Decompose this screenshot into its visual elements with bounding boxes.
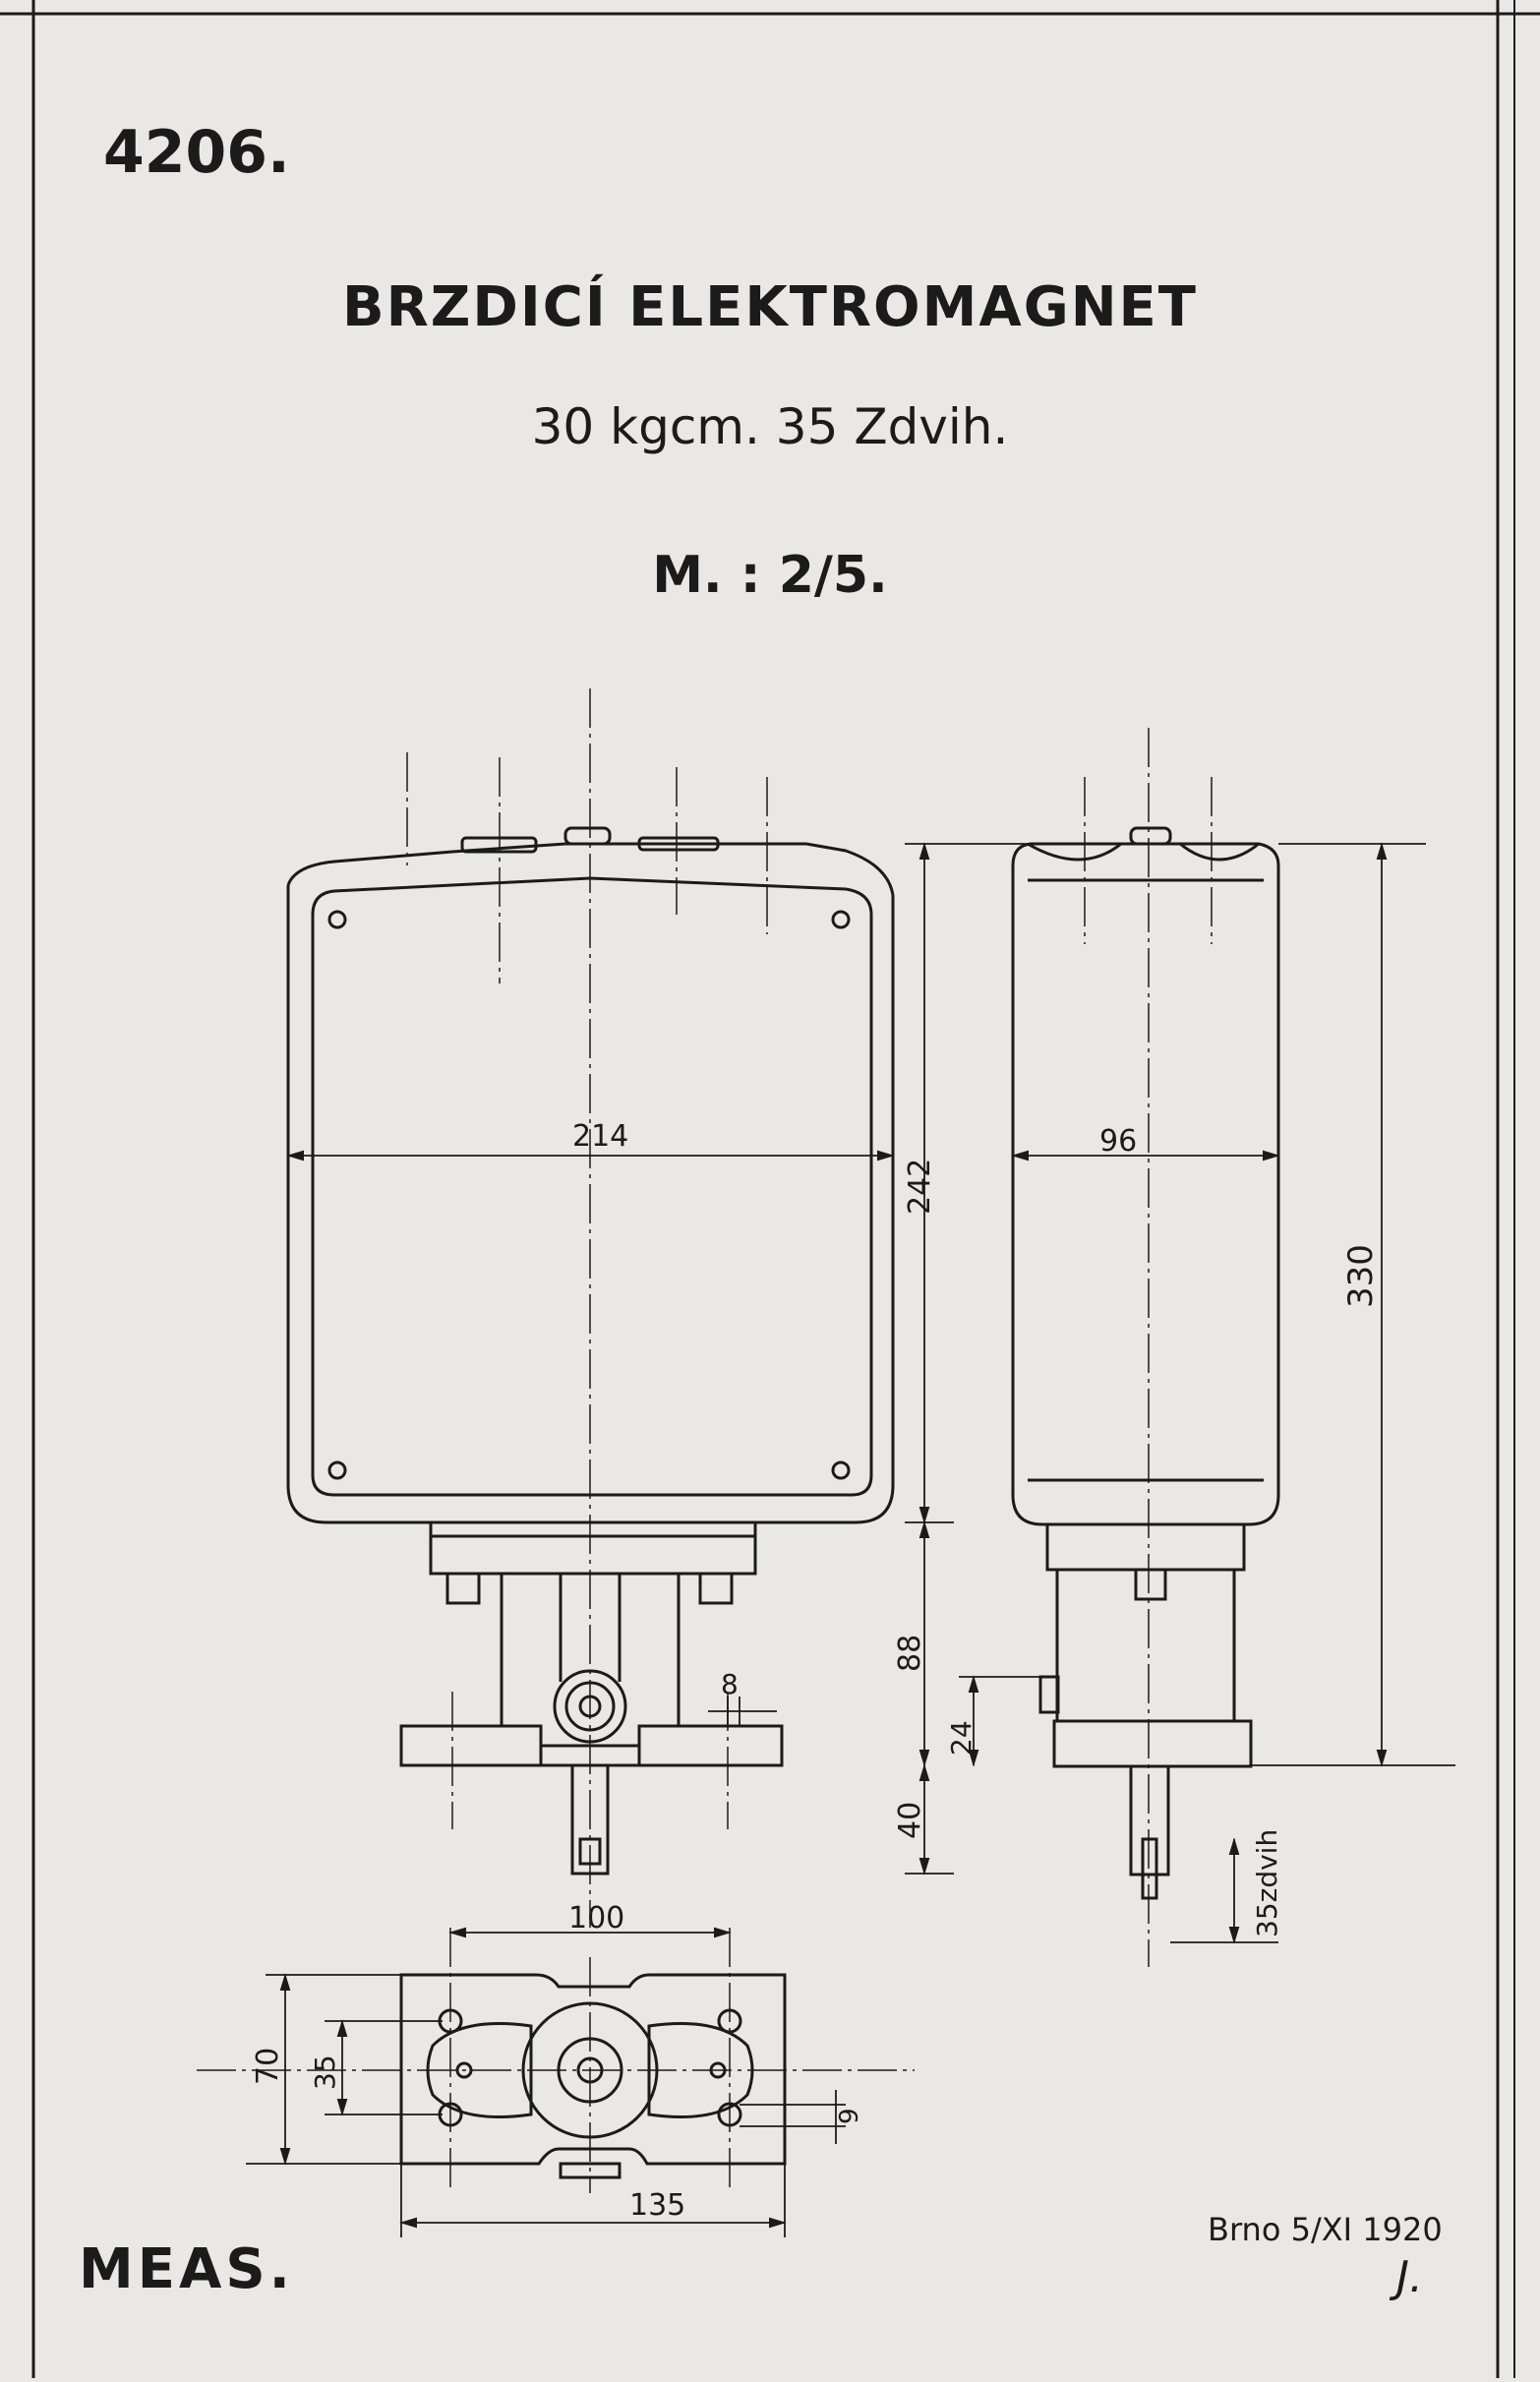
dim-lug-height: 24 bbox=[945, 1720, 977, 1756]
drawing-subtitle: 30 kgcm. 35 Zdvih. bbox=[531, 398, 1009, 455]
drawing-scale: M. : 2/5. bbox=[652, 546, 888, 605]
place-date: Brno 5/XI 1920 bbox=[1208, 2211, 1443, 2248]
dimension-labels bbox=[251, 1119, 1381, 2223]
document-number: 4206. bbox=[103, 118, 290, 187]
dim-plan-base-width: 135 bbox=[629, 2188, 686, 2223]
bottom-label: MEAS. bbox=[79, 2237, 294, 2301]
dim-plan-hole-spacing: 100 bbox=[568, 1901, 625, 1935]
side-view bbox=[1013, 828, 1278, 1898]
plan-view bbox=[401, 1975, 785, 2177]
dim-front-width: 214 bbox=[572, 1119, 629, 1154]
side-centerlines bbox=[1085, 728, 1212, 1967]
signature: J. bbox=[1396, 2252, 1423, 2302]
drawing-title: BRZDICÍ ELEKTROMAGNET bbox=[341, 275, 1199, 339]
dim-plunger-ext: 40 bbox=[893, 1801, 927, 1839]
plan-centerlines bbox=[197, 1928, 915, 2193]
dim-base-height: 88 bbox=[893, 1634, 927, 1672]
dim-side-width: 96 bbox=[1099, 1124, 1138, 1159]
dim-plan-depth: 70 bbox=[251, 2047, 285, 2085]
dim-plan-hole-dia: 9 bbox=[835, 2108, 864, 2124]
dim-slot-width: 8 bbox=[721, 1668, 739, 1700]
dim-total-height: 330 bbox=[1341, 1244, 1381, 1308]
dim-stroke: 35zdvih bbox=[1251, 1828, 1283, 1937]
dimension-lines bbox=[246, 844, 1455, 2237]
dim-plan-hole-pitch: 35 bbox=[309, 2054, 341, 2090]
dim-front-height: 242 bbox=[903, 1158, 937, 1215]
